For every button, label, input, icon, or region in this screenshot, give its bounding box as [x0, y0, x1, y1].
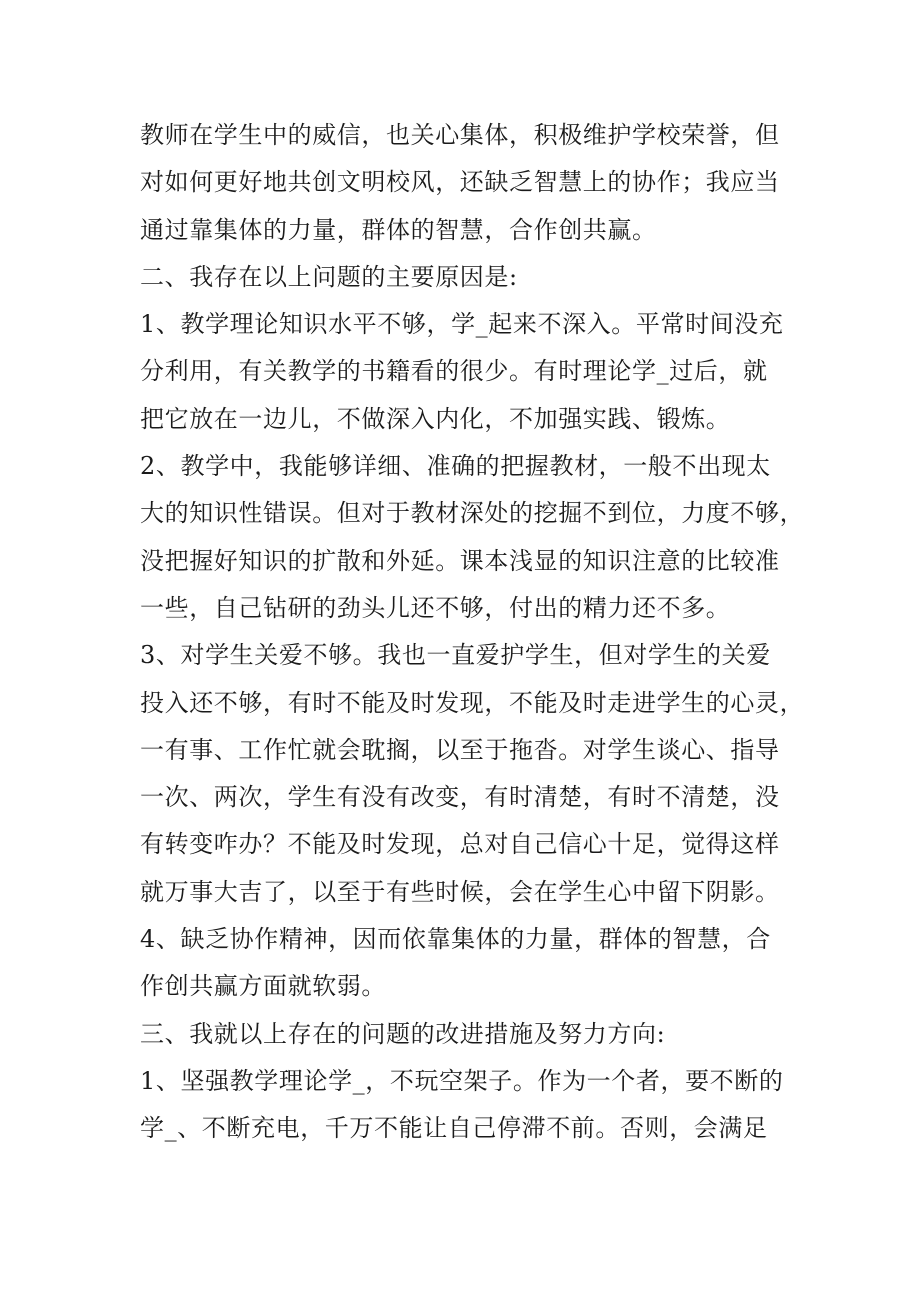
- text-line: 2、教学中，我能够详细、准确的把握教材，一般不出现太: [140, 452, 771, 481]
- text-line: 一有事、工作忙就会耽搁，以至于拖沓。对学生谈心、指导: [140, 735, 780, 764]
- text-line: 一些，自己钻研的劲头儿还不够，付出的精力还不多。: [140, 593, 731, 622]
- text-line: 教师在学生中的威信，也关心集体，积极维护学校荣誉，但: [140, 121, 780, 149]
- document-body: [140, 112, 805, 1153]
- text-line: 3、对学生关爱不够。我也一直爱护学生，但对学生的关爱: [140, 641, 771, 670]
- text-line: 4、缺乏协作精神，因而依靠集体的力量，群体的智慧，合: [140, 925, 771, 954]
- text-line: 把它放在一边儿，不做深入内化，不加强实践、锻炼。: [140, 404, 731, 433]
- text-line: 通过靠集体的力量，群体的智慧，合作创共赢。: [140, 215, 657, 244]
- text-line: 1、教学理论知识水平不够，学_起来不深入。平常时间没充: [140, 310, 784, 339]
- text-line: 大的知识性错误。但对于教材深处的挖掘不到位，力度不够，: [140, 499, 805, 528]
- section-heading: 二、我存在以上问题的主要原因是:: [140, 262, 518, 291]
- text-line: 有转变咋办？不能及时发现，总对自己信心十足，觉得这样: [140, 830, 780, 859]
- text-line: 学_、不断充电，千万不能让自己停滞不前。否则，会满足: [140, 1114, 768, 1143]
- section-heading: 三、我就以上存在的问题的改进措施及努力方向:: [140, 1019, 666, 1048]
- text-line: 分利用，有关教学的书籍看的很少。有时理论学_过后，就: [140, 357, 768, 386]
- text-line: 投入还不够，有时不能及时发现，不能及时走进学生的心灵，: [140, 688, 805, 717]
- text-line: 对如何更好地共创文明校风，还缺乏智慧上的协作；我应当: [140, 168, 780, 197]
- text-line: 没把握好知识的扩散和外延。课本浅显的知识注意的比较准: [140, 546, 780, 575]
- text-line: 一次、两次，学生有没有改变，有时清楚，有时不清楚，没: [140, 783, 780, 812]
- text-line: 作创共赢方面就软弱。: [140, 972, 386, 1001]
- text-line: 就万事大吉了，以至于有些时候，会在学生心中留下阴影。: [140, 877, 780, 906]
- text-line: 1、坚强教学理论学_，不玩空架子。作为一个者，要不断的: [140, 1066, 784, 1095]
